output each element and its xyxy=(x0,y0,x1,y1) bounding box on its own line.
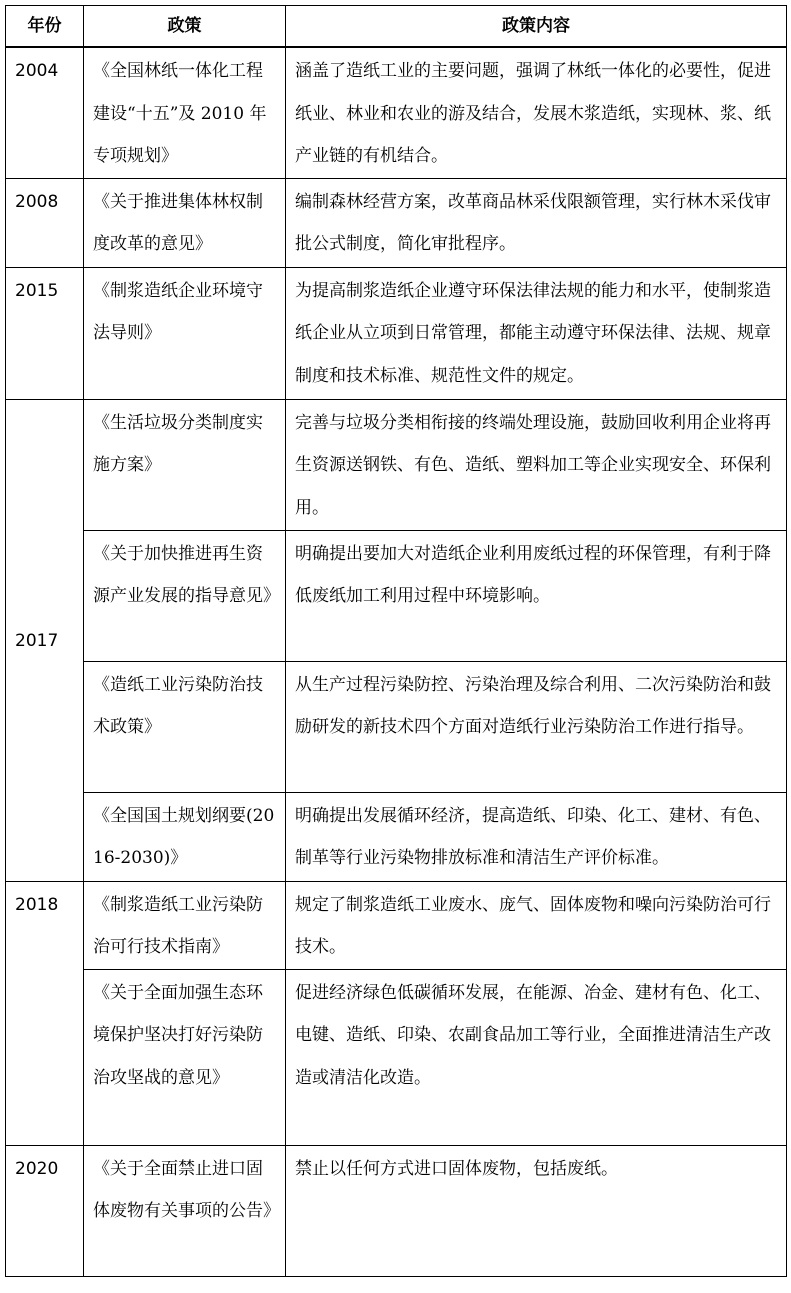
policy-cell: 《全国国土规划纲要(2016-2030)》 xyxy=(84,792,286,881)
table-row xyxy=(6,47,787,178)
year-cell: 2004 xyxy=(6,47,84,178)
year-cell: 2015 xyxy=(6,267,84,399)
table-row xyxy=(6,267,787,399)
policy-cell: 《关于全面加强生态环境保护坚决打好污染防治攻坚战的意见》 xyxy=(84,969,286,1145)
content-cell: 禁止以任何方式进口固体废物，包括废纸。 xyxy=(286,1145,787,1276)
content-cell: 促进经济绿色低碳循环发展，在能源、冶金、建材有色、化工、电键、造纸、印染、农副食品加工等行业，全面推进清洁生产改造或清洁化改造。 xyxy=(286,969,787,1145)
content-cell: 编制森林经营方案，改革商品林采伐限额管理，实行林木采伐审批公式制度，简化审批程序。 xyxy=(286,178,787,267)
table-row xyxy=(6,881,787,969)
table-row xyxy=(6,792,787,881)
table-body xyxy=(6,47,787,1276)
policy-cell: 《关于加快推进再生资源产业发展的指导意见》 xyxy=(84,530,286,661)
policy-cell: 《造纸工业污染防治技术政策》 xyxy=(84,661,286,792)
table-header xyxy=(6,6,787,48)
header-year: 年份 xyxy=(6,6,84,48)
header-policy: 政策 xyxy=(84,6,286,48)
content-cell: 明确提出发展循环经济，提高造纸、印染、化工、建材、有色、制革等行业污染物排放标准和清洁生产评价标准。 xyxy=(286,792,787,881)
content-cell: 完善与垃圾分类相衔接的终端处理设施，鼓励回收利用企业将再生资源送钢铁、有色、造纸、塑料加工等企业实现安全、环保利用。 xyxy=(286,399,787,530)
policy-table xyxy=(5,5,787,1277)
content-cell: 从生产过程污染防控、污染治理及综合利用、二次污染防治和鼓励研发的新技术四个方面对造纸行业污染防治工作进行指导。 xyxy=(286,661,787,792)
policy-cell: 《制浆造纸企业环境守法导则》 xyxy=(84,267,286,399)
table-row xyxy=(6,178,787,267)
year-cell: 2020 xyxy=(6,1145,84,1276)
policy-cell: 《制浆造纸工业污染防治可行技术指南》 xyxy=(84,881,286,969)
table-row xyxy=(6,661,787,792)
table-row xyxy=(6,1145,787,1276)
year-cell: 2008 xyxy=(6,178,84,267)
content-cell: 为提高制浆造纸企业遵守环保法律法规的能力和水平，使制浆造纸企业从立项到日常管理，都能主动遵守环保法律、法规、规章制度和技术标准、规范性文件的规定。 xyxy=(286,267,787,399)
table-row xyxy=(6,530,787,661)
year-cell: 2018 xyxy=(6,881,84,1145)
content-cell: 涵盖了造纸工业的主要问题，强调了林纸一体化的必要性，促进纸业、林业和农业的游及结合，发展木浆造纸，实现林、浆、纸产业链的有机结合。 xyxy=(286,47,787,178)
year-cell: 2017 xyxy=(6,399,84,881)
header-content: 政策内容 xyxy=(286,6,787,48)
policy-cell: 《关于全面禁止进口固体废物有关事项的公告》 xyxy=(84,1145,286,1276)
policy-cell: 《关于推进集体林权制度改革的意见》 xyxy=(84,178,286,267)
content-cell: 规定了制浆造纸工业废水、庞气、固体废物和噪向污染防治可行技术。 xyxy=(286,881,787,969)
policy-cell: 《全国林纸一体化工程建设“十五”及 2010 年专项规划》 xyxy=(84,47,286,178)
table-row xyxy=(6,969,787,1145)
policy-cell: 《生活垃圾分类制度实施方案》 xyxy=(84,399,286,530)
header-row xyxy=(6,6,787,48)
table-row xyxy=(6,399,787,530)
content-cell: 明确提出要加大对造纸企业利用废纸过程的环保管理，有利于降低废纸加工利用过程中环境影响。 xyxy=(286,530,787,661)
